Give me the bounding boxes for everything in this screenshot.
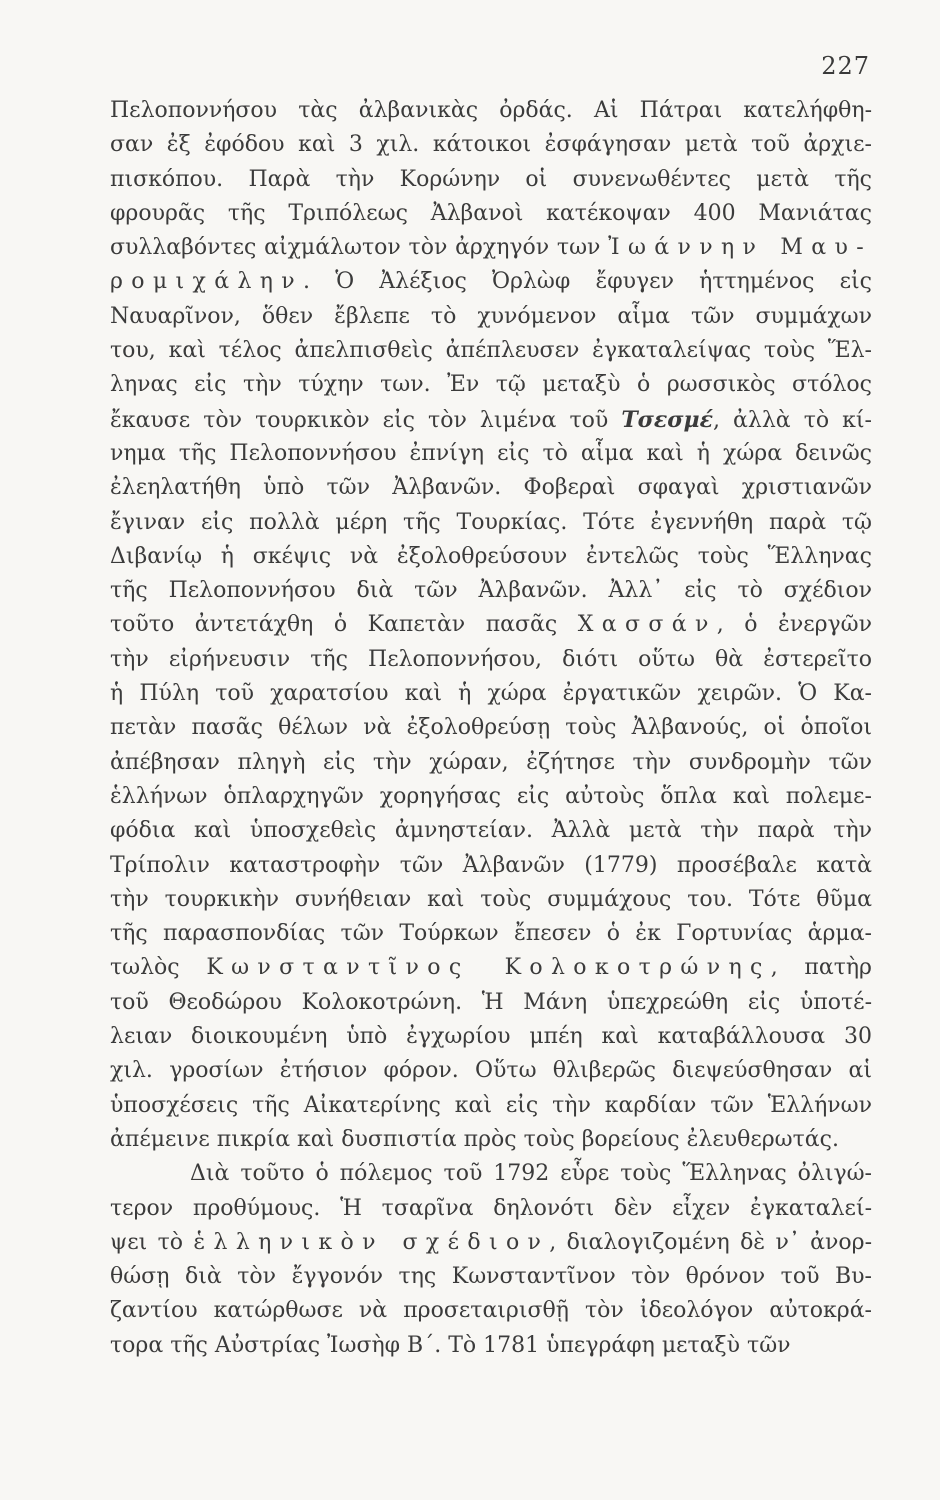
text-line: ἀπέβησαν πληγὴ εἰς τὴν χώραν, ἐζήτησε τὴν συνδρομὴν τῶν <box>110 749 872 775</box>
text-line: πετὰν πασᾶς θέλων νὰ ἐξολοθρεύσῃ τοὺς Ἀλβανούς, οἱ ὁποῖοι <box>110 715 872 741</box>
text-line: τοῦ Θεοδώρου Κολοκοτρώνη. Ἡ Μάνη ὑπεχρεώθη εἰς ὑποτέ- <box>110 989 872 1015</box>
text-line: πισκόπου. Παρὰ τὴν Κορώνην οἱ συνενωθέντες μετὰ τῆς <box>110 166 872 192</box>
text-line: τερον προθύμους. Ἡ τσαρῖνα δηλονότι δὲν εἶχεν ἐγκαταλεί- <box>110 1195 872 1221</box>
text-line: λειαν διοικουμένη ὑπὸ ἐγχωρίου μπέη καὶ καταβάλλουσα 30 <box>110 1024 872 1050</box>
text-line: τῆς Πελοποννήσου διὰ τῶν Ἀλβανῶν. Ἀλλ᾿ εἰς τὸ σχέδιον <box>110 578 872 604</box>
spaced-emphasis: Ἰωάννην Μαυ- <box>608 235 872 261</box>
text-line: Διὰ τοῦτο ὁ πόλεμος τοῦ 1792 εὗρε τοὺς Ἕλληνας ὀλιγώ- <box>190 1161 872 1187</box>
body-text <box>110 94 872 1363</box>
text-line: τοῦτο ἀντετάχθη ὁ Καπετὰν πασᾶς Χασσάν, ὁ ἐνεργῶν <box>110 612 872 638</box>
text-line: Διβανίῳ ἡ σκέψις νὰ ἐξολοθρεύσουν ἐντελῶς τοὺς Ἕλληνας <box>110 543 872 569</box>
bold-italic-term: Τσεσμέ <box>621 406 713 433</box>
text-line: ἑλλήνων ὁπλαρχηγῶν χορηγήσας εἰς αὐτοὺς ὅπλα καὶ πολεμε- <box>110 783 872 809</box>
text-line: ἔκαυσε τὸν τουρκικὸν εἰς τὸν λιμένα τοῦ Τσεσμέ, ἀλλὰ τὸ κί- <box>110 406 872 433</box>
text-line: του, καὶ τέλος ἀπελπισθεὶς ἀπέπλευσεν ἐγκαταλείψας τοὺς Ἕλ- <box>110 338 872 364</box>
spaced-emphasis: ρομιχάλην <box>110 269 304 295</box>
text-line: ἐλεηλατήθη ὑπὸ τῶν Ἀλβανῶν. Φοβεραὶ σφαγαὶ χριστιανῶν <box>110 475 872 501</box>
text-line: τὴν τουρκικὴν συνήθειαν καὶ τοὺς συμμάχους του. Τότε θῦμα <box>110 886 872 912</box>
spaced-emphasis: ἑλληνικὸν σχέδιον <box>193 1229 550 1255</box>
text-line: ἀπέμεινε πικρία καὶ δυσπιστία πρὸς τοὺς βορείους ἐλευθερωτάς. <box>110 1126 839 1152</box>
text-line: τορα τῆς Αὐστρίας Ἰωσὴφ Β΄. Τὸ 1781 ὑπεγράφη μεταξὺ τῶν <box>110 1332 791 1358</box>
text-line: Τρίπολιν καταστροφὴν τῶν Ἀλβανῶν (1779) προσέβαλε κατὰ <box>110 852 872 878</box>
text-line: συλλαβόντες αἰχμάλωτον τὸν ἀρχηγόν των Ἰωάννην Μαυ- <box>110 235 872 261</box>
text-line: φόδια καὶ ὑποσχεθεὶς ἀμνηστείαν. Ἀλλὰ μετὰ τὴν παρὰ τὴν <box>110 818 872 844</box>
text-line: ἔγιναν εἰς πολλὰ μέρη τῆς Τουρκίας. Τότε ἐγεννήθη παρὰ τῷ <box>110 509 872 535</box>
text-line: σαν ἐξ ἐφόδου καὶ 3 χιλ. κάτοικοι ἐσφάγησαν μετὰ τοῦ ἀρχιε- <box>110 132 872 158</box>
page-number: 227 <box>821 52 870 80</box>
spaced-emphasis: Κωνσταντῖνος Κολοκοτρώνης <box>206 955 771 981</box>
spaced-emphasis: Χασσάν <box>577 612 717 638</box>
text-line: ὑποσχέσεις τῆς Αἰκατερίνης καὶ εἰς τὴν καρδίαν τῶν Ἑλλήνων <box>110 1092 872 1118</box>
text-line: τῆς παρασπονδίας τῶν Τούρκων ἔπεσεν ὁ ἐκ Γορτυνίας ἁρμα- <box>110 921 872 947</box>
text-line: ληνας εἰς τὴν τύχην των. Ἐν τῷ μεταξὺ ὁ ρωσσικὸς στόλος <box>110 372 872 398</box>
text-line: ζαντίου κατώρθωσε νὰ προσεταιρισθῇ τὸν ἰδεολόγον αὐτοκρά- <box>110 1298 872 1324</box>
text-line: χιλ. γροσίων ἐτήσιον φόρον. Οὕτω θλιβερῶς διεψεύσθησαν αἱ <box>110 1058 872 1084</box>
text-line: θώσῃ διὰ τὸν ἔγγονόν της Κωνσταντῖνον τὸν θρόνον τοῦ Βυ- <box>110 1264 872 1290</box>
text-line: φρουρᾶς τῆς Τριπόλεως Ἀλβανοὶ κατέκοψαν 400 Μανιάτας <box>110 200 872 226</box>
text-line: νημα τῆς Πελοποννήσου ἐπνίγη εἰς τὸ αἷμα καὶ ἡ χώρα δεινῶς <box>110 440 872 466</box>
text-line: ρομιχάλην. Ὁ Ἀλέξιος Ὀρλὼφ ἔφυγεν ἡττημένος εἰς <box>110 269 872 295</box>
text-line: Ναυαρῖνον, ὅθεν ἔβλεπε τὸ χυνόμενον αἷμα τῶν συμμάχων <box>110 303 872 329</box>
text-line: Πελοποννήσου τὰς ἀλβανικὰς ὀρδάς. Αἱ Πάτραι κατελήφθη- <box>110 98 872 123</box>
text-line: τὴν εἰρήνευσιν τῆς Πελοποννήσου, διότι οὕτω θὰ ἐστερεῖτο <box>110 646 872 672</box>
text-line: ἡ Πύλη τοῦ χαρατσίου καὶ ἡ χώρα ἐργατικῶν χειρῶν. Ὁ Κα- <box>110 681 872 707</box>
text-line: ψει τὸ ἑλληνικὸν σχέδιον, διαλογιζομένη δὲ ν᾿ ἀνορ- <box>110 1229 872 1255</box>
text-line: τωλὸς Κωνσταντῖνος Κολοκοτρώνης, πατὴρ <box>110 955 872 981</box>
